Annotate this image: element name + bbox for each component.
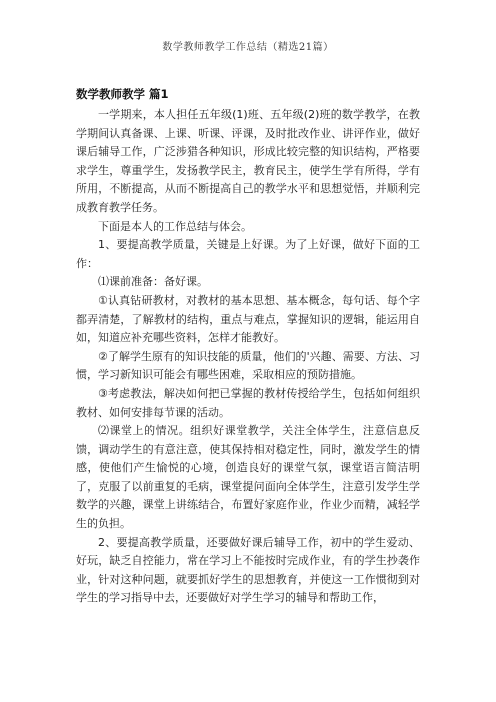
paragraph-prep: ⑴课前准备：备好课。 (98, 275, 208, 289)
document-body (76, 106, 420, 608)
paragraph-prep-item-2: ②了解学生原有的知识技能的质量，他们的'兴趣、需要、方法、习惯，学习新知识可能会有哪些困难，采取相应的预防措施。 (76, 349, 420, 382)
document-title: 数学教师教学工作总结（精选21篇） (162, 42, 334, 53)
paragraph-point-1: 1、要提高教学质量，关键是上好课。为了上好课，做好下面的工作： (76, 238, 420, 270)
paragraph-prep-item-3: ③考虑教法，解决如何把已掌握的教材传授给学生，包括如何组织教材、如何安排每节课的活动。 (76, 386, 420, 419)
paragraph-summary-lead: 下面是本人的工作总结与体会。 (98, 219, 252, 233)
section-heading: 数学教师教学 篇1 (76, 87, 169, 101)
paragraph-prep-item-1: ①认真钻研教材，对教材的基本思想、基本概念，每句话、每个字都弄清楚，了解教材的结构，重点与难点，掌握知识的逻辑，能运用自如，知道应补充哪些资料，怎样才能教好。 (76, 293, 420, 345)
paragraph-point-2: 2、要提高教学质量，还要做好课后辅导工作，初中的学生爱动、好玩，缺乏自控能力，常在学习上不能按时完成作业，有的学生抄袭作业，针对这种问题，就要抓好学生的思想教育，并使这一工作惯彻到对学生的学习指导中去，还要做好对学生学习的辅导和帮助工作， (76, 535, 420, 605)
paragraph-intro: 一学期来，本人担任五年级(1)班、五年级(2)班的数学教学，在教学期间认真备课、上课、听课、评课，及时批改作业、讲评作业，做好课后辅导工作，广泛涉猎各种知识，形成比较完整的知识结构，严格要求学生，尊重学生，发扬教学民主，教育民主，使学生学有所得，学有所用，不断提高，从而不断提高自己的教学水平和思想觉悟，并顺利完成教育教学任务。 (76, 108, 420, 214)
paragraph-classroom: ⑵课堂上的情况。组织好课堂教学，关注全体学生，注意信息反馈，调动学生的有意注意，使其保持相对稳定性，同时，激发学生的情感，使他们产生愉悦的心境，创造良好的课堂气氛，课堂语言简洁明了，克服了以前重复的毛病，课堂提问面向全体学生，注意引发学生学数学的兴趣，课堂上讲练结合，布置好家庭作业，作业少而精，减轻学生的负担。 (76, 424, 420, 531)
